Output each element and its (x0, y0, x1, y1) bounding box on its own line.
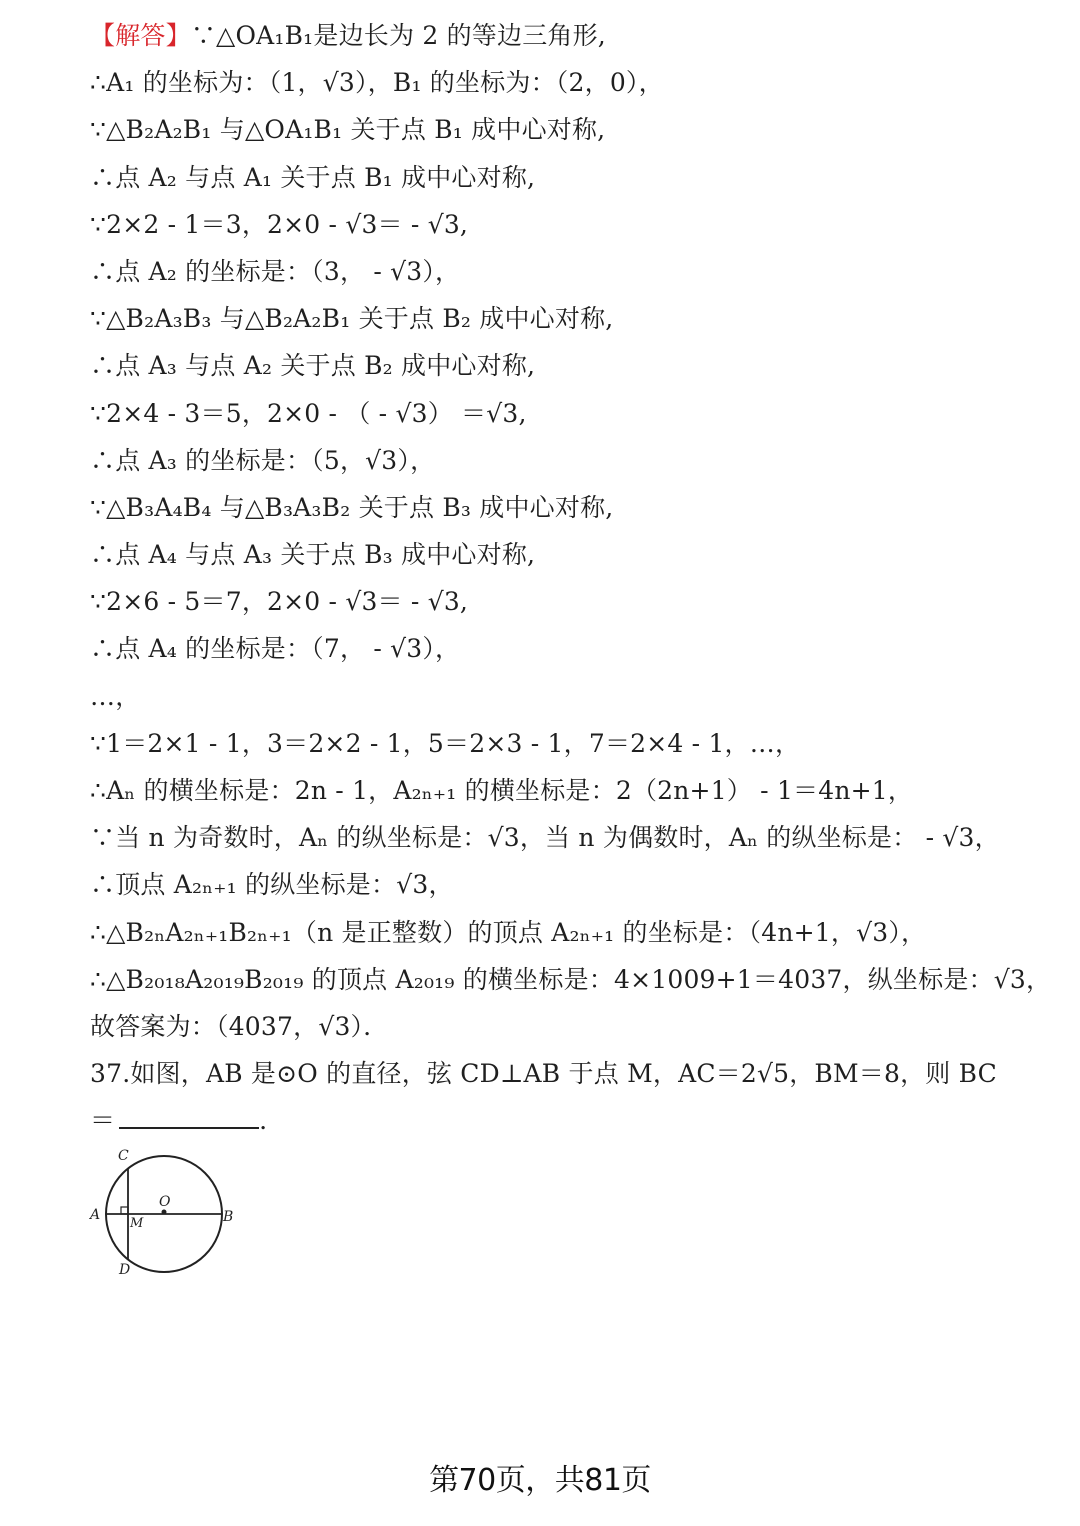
question-end: ． (259, 1106, 285, 1136)
solution-text (90, 12, 1050, 1145)
page-number: 第70页，共81页 (429, 1463, 651, 1498)
solution-line: ∴A₁ 的坐标为：（1，√3），B₁ 的坐标为：（2，0）， (90, 68, 664, 98)
label-a: A (90, 1207, 101, 1223)
answer-line (90, 1097, 1050, 1144)
label-o: O (159, 1194, 171, 1210)
solution-line: ∴点 A₄ 与点 A₃ 关于点 B₃ 成中心对称, (90, 540, 536, 570)
right-angle-mark (121, 1207, 128, 1214)
question-line: 37.如图，AB 是⊙O 的直径，弦 CD⊥AB 于点 M，AC＝2√5，BM＝8，则 BC (90, 1059, 997, 1089)
solution-line: 故答案为：（4037，√3）． (90, 1011, 389, 1041)
solution-line: ∴Aₙ 的横坐标是：2n - 1，A₂ₙ₊₁ 的横坐标是：2（2n+1） - 1＝4n+1， (90, 776, 914, 805)
line-text: ∵△OA₁B₁是边长为 2 的等边三角形, (190, 21, 606, 50)
solution-line: …， (90, 681, 141, 711)
solution-line (90, 12, 1050, 59)
solution-line: ∵1＝2×1 - 1，3＝2×2 - 1，5＝2×3 - 1，7＝2×4 - 1，…， (90, 728, 801, 758)
center-point (162, 1210, 167, 1215)
label-m: M (130, 1216, 144, 1231)
solution-line: ∴点 A₄ 的坐标是：（7， - √3）， (90, 634, 461, 664)
answer-blank (119, 1101, 259, 1129)
solution-line: ∵2×6 - 5＝7，2×0 - √3＝ - √3, (90, 587, 469, 617)
solution-line: ∴点 A₃ 与点 A₂ 关于点 B₂ 成中心对称, (90, 351, 536, 381)
solution-label: 【解答】 (90, 21, 191, 50)
solution-line: ∴点 A₂ 与点 A₁ 关于点 B₁ 成中心对称, (90, 162, 536, 192)
circle-figure (82, 1140, 252, 1280)
label-b: B (223, 1209, 234, 1225)
solution-line: ∵△B₃A₄B₄ 与△B₃A₃B₂ 关于点 B₃ 成中心对称, (90, 492, 614, 522)
solution-line: ∵2×4 - 3＝5，2×0 - （ - √3） ＝√3, (90, 398, 527, 428)
label-d: D (119, 1262, 131, 1278)
label-c: C (118, 1148, 129, 1164)
solution-line: ∵△B₂A₃B₃ 与△B₂A₂B₁ 关于点 B₂ 成中心对称, (90, 304, 614, 334)
solution-line: ∴△B₂₀₁₈A₂₀₁₉B₂₀₁₉ 的顶点 A₂₀₁₉ 的横坐标是：4×1009+1＝4037，纵坐标是：√3， (90, 964, 1052, 994)
solution-line: ∵△B₂A₂B₁ 与△OA₁B₁ 关于点 B₁ 成中心对称, (90, 115, 606, 145)
solution-line: ∴点 A₃ 的坐标是：（5，√3）， (90, 445, 436, 475)
circle-diagram (82, 1140, 252, 1280)
solution-line: ∵当 n 为奇数时，Aₙ 的纵坐标是：√3，当 n 为偶数时，Aₙ 的纵坐标是： - √3， (90, 823, 1000, 853)
solution-line: ∴△B₂ₙA₂ₙ₊₁B₂ₙ₊₁（n 是正整数）的顶点 A₂ₙ₊₁ 的坐标是：（4n+1，√3）， (90, 917, 927, 947)
solution-line: ∴点 A₂ 的坐标是：（3， - √3）， (90, 256, 461, 286)
solution-line: ∴顶点 A₂ₙ₊₁ 的纵坐标是：√3， (90, 870, 454, 900)
solution-line: ∵2×2 - 1＝3，2×0 - √3＝ - √3, (90, 209, 469, 239)
equals-sign: ＝ (90, 1106, 116, 1136)
